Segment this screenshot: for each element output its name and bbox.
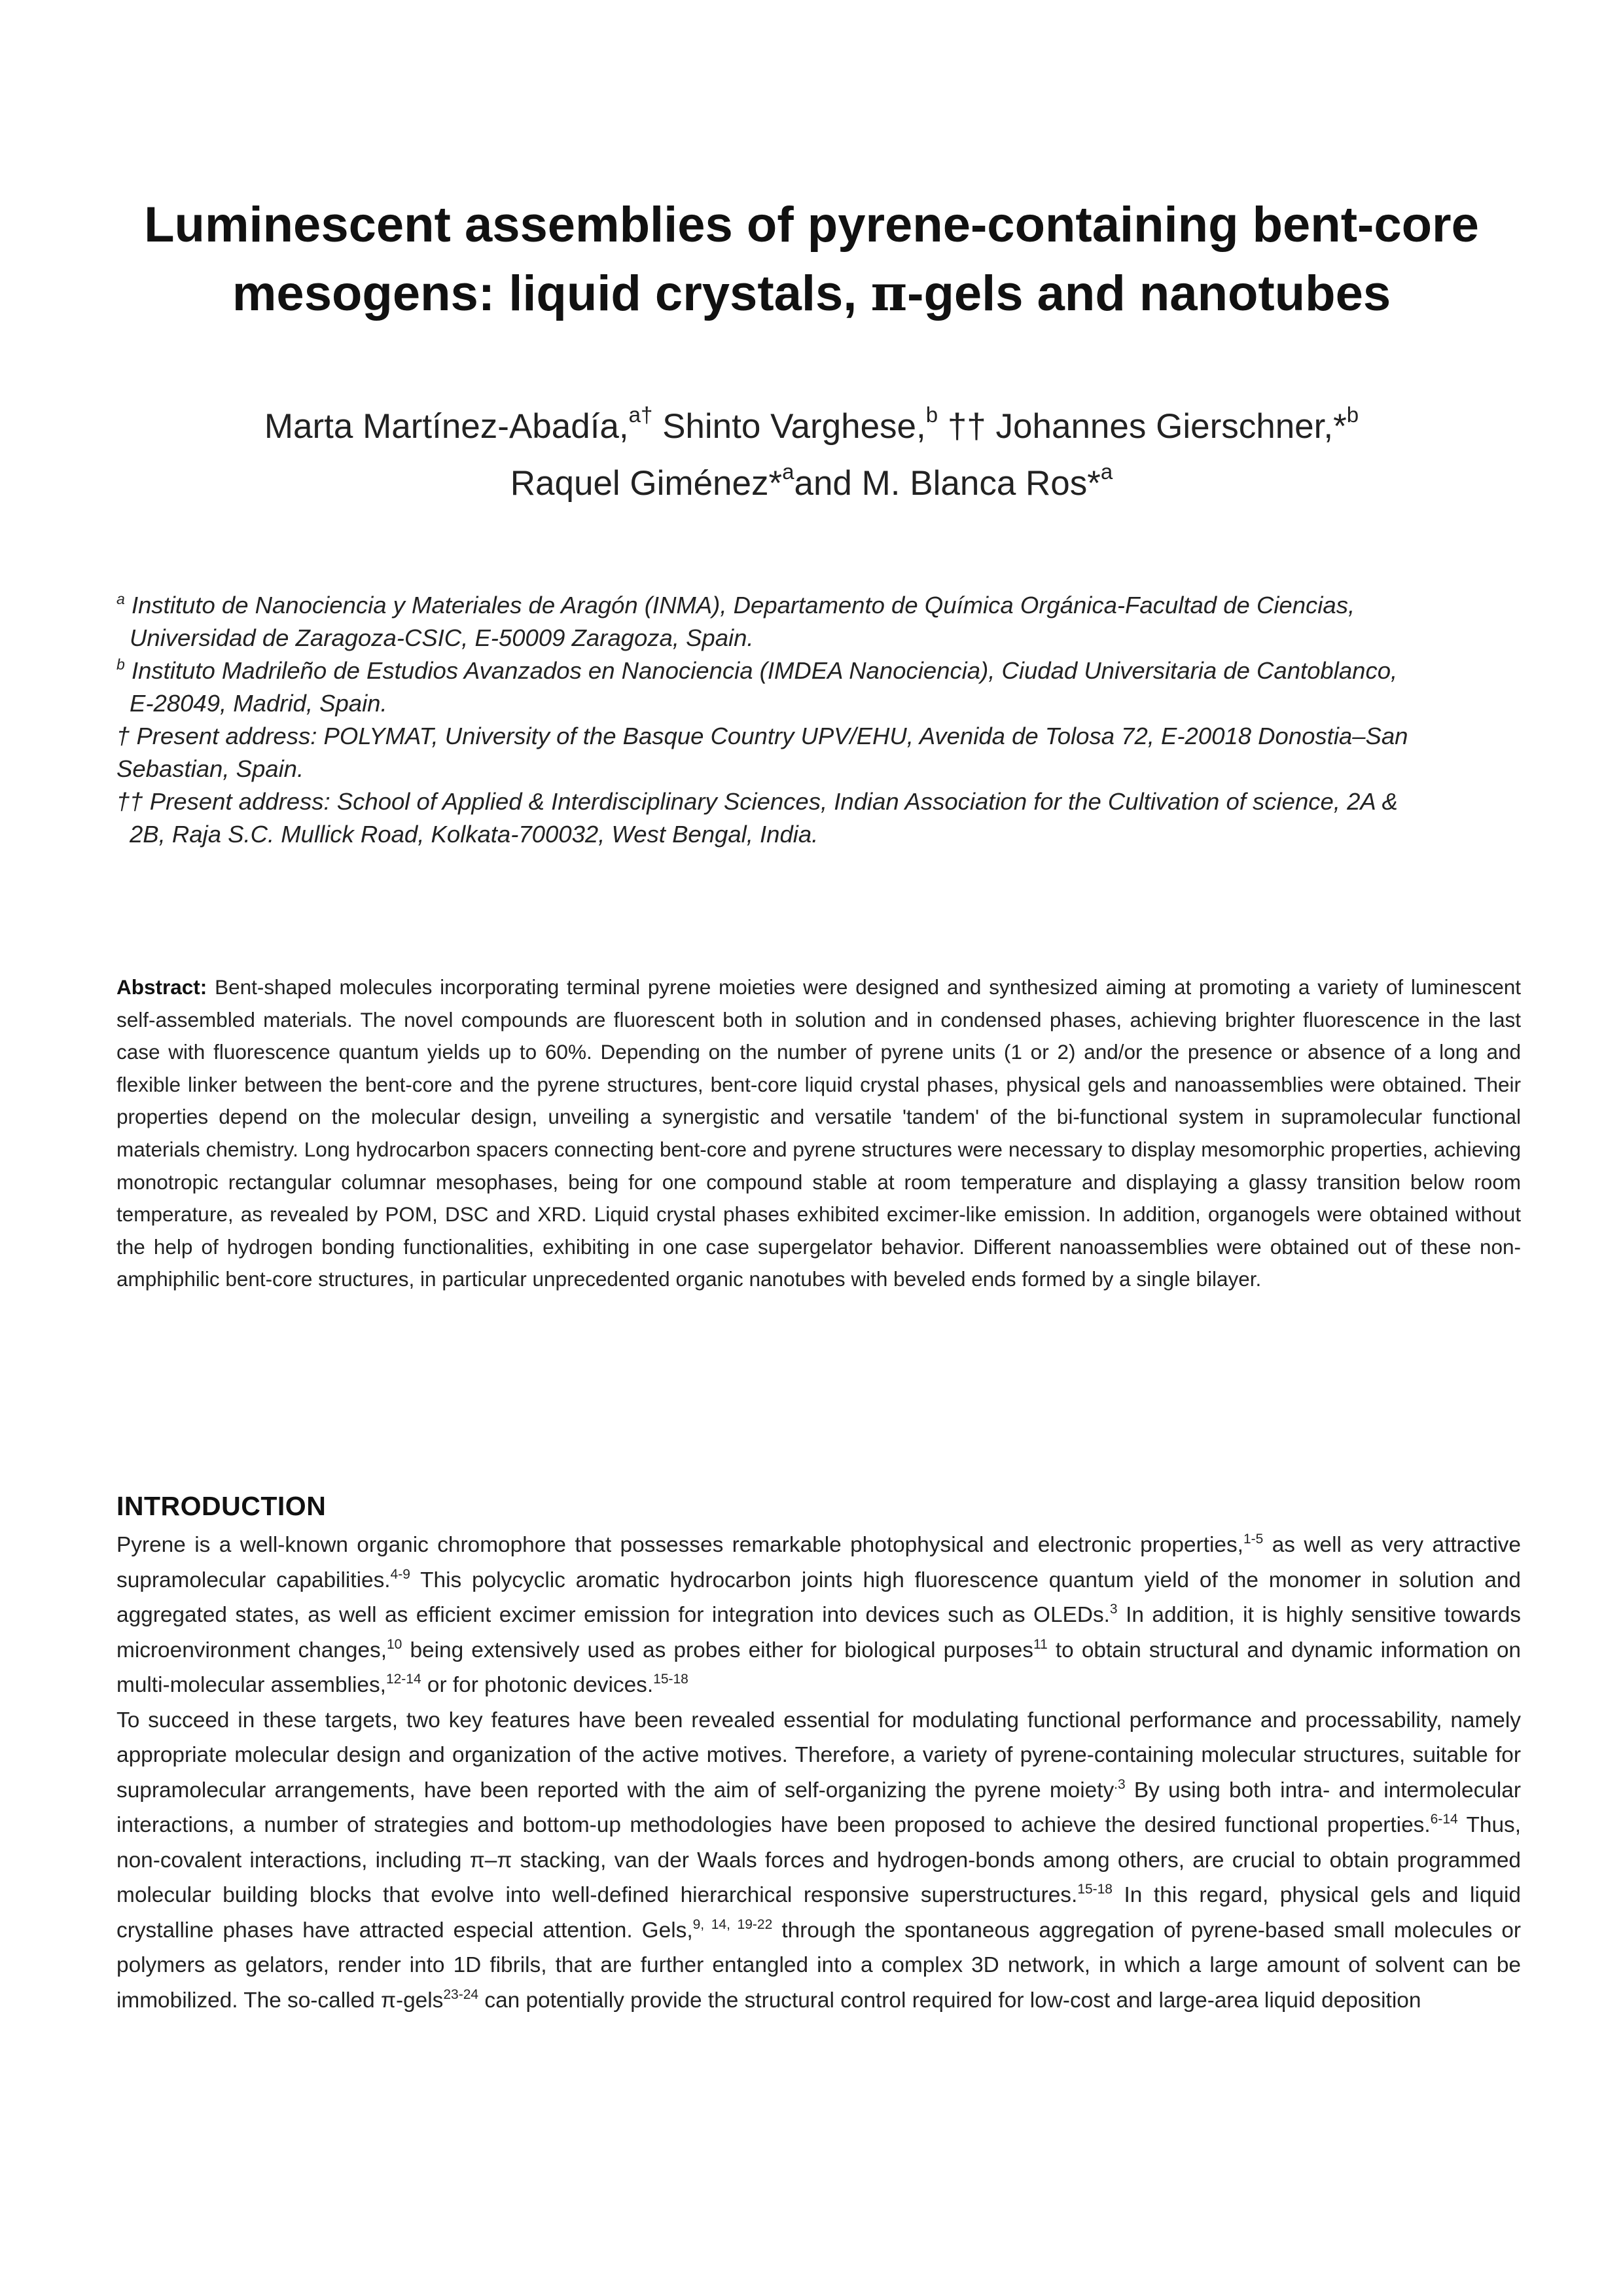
affiliation-text: † Present address: POLYMAT, University of the Basque Country UPV/EHU, Avenida de Tolosa 72, E-20018 Donostia–San <box>116 723 1408 749</box>
superscript-reference: a <box>1100 459 1113 484</box>
affiliation-text: †† Present address: School of Applied & Interdisciplinary Sciences, Indian Association for the Cultivation of science, 2A & <box>116 788 1398 815</box>
affiliation-text-continued: Sebastian, Spain. <box>116 755 304 782</box>
affiliation-text-continued: 2B, Raja S.C. Mullick Road, Kolkata-700032, West Bengal, India. <box>130 821 819 848</box>
affiliation-item <box>116 655 1520 720</box>
superscript-reference: b <box>925 403 938 427</box>
section-heading-introduction: INTRODUCTION <box>116 1491 327 1521</box>
text-run: or for photonic devices. <box>421 1673 654 1697</box>
abstract <box>116 971 1521 1296</box>
text-run: In this regard, physical gels and liquid crystalline phases have attracted especial attention. Gels, <box>116 1883 1521 1943</box>
text-run: In addition, it is highly sensitive towards microenvironment changes, <box>116 1603 1521 1662</box>
paragraph <box>116 1528 1521 1703</box>
author-line-1 <box>118 398 1505 455</box>
text-run: to obtain structural and dynamic information on multi-molecular assemblies, <box>116 1638 1521 1697</box>
superscript-reference: 15-18 <box>653 1672 688 1687</box>
superscript-reference: 10 <box>386 1636 402 1652</box>
text-run: can potentially provide the structural control required for low-cost and large-area liquid deposition <box>478 1988 1421 2013</box>
text-run: being extensively used as probes either for biological purposes <box>402 1638 1033 1662</box>
text-run: through the spontaneous aggregation of pyrene-based small molecules or polymers as gelators, render into 1D fibrils, that are further entangled into a complex 3D network, in which a large amount of solvent can be immobilized. The so-called π-gels <box>116 1918 1522 2013</box>
text-run: By using both intra- and intermolecular interactions, a number of strategies and bottom-up methodologies have been proposed to achieve the desired functional properties. <box>116 1778 1521 1837</box>
superscript-reference: b <box>1346 403 1359 427</box>
paragraph <box>116 1703 1521 2018</box>
text-run: and M. Blanca Ros* <box>794 464 1101 503</box>
affiliations <box>116 589 1520 851</box>
superscript-reference: 9, 14, 19-22 <box>692 1916 773 1932</box>
affiliation-text: Instituto Madrileño de Estudios Avanzados en Nanociencia (IMDEA Nanociencia), Ciudad Universitaria de Cantoblanco, <box>124 657 1398 684</box>
paper-title-line-1: Luminescent assemblies of pyrene-containing bent-core <box>144 197 1479 253</box>
superscript-reference: 6-14 <box>1430 1812 1458 1827</box>
superscript-reference: a <box>782 459 794 484</box>
text-run: This polycyclic aromatic hydrocarbon joints high fluorescence quantum yield of the monomer in solution and aggregated states, as well as efficient excimer emission for integration into devices such as OLEDs. <box>116 1568 1521 1627</box>
title-pi-symbol: π <box>870 264 908 322</box>
superscript-reference: .3 <box>1114 1776 1126 1792</box>
affiliation-text-continued: Universidad de Zaragoza-CSIC, E-50009 Zaragoza, Spain. <box>130 624 754 651</box>
text-run: To succeed in these targets, two key features have been revealed essential for modulating functional performance and processability, namely appropriate molecular design and organization of the active motives. Therefore, a variety of pyrene-containing molecular structures, suitable for supramolecular arrangements, have been reported with the aim of self-organizing the pyrene moiety <box>116 1708 1521 1803</box>
superscript-reference: 1-5 <box>1243 1532 1264 1547</box>
affiliation-marker: b <box>116 656 125 673</box>
affiliation-item <box>116 720 1520 785</box>
introduction-body <box>116 1528 1521 2018</box>
affiliation-item <box>116 785 1520 851</box>
author-line-2 <box>118 455 1505 512</box>
text-run: Thus, non-covalent interactions, including π–π stacking, van der Waals forces and hydrogen-bonds among others, are crucial to obtain programmed molecular building blocks that evolve into well-defined hierarchical responsive superstructures. <box>116 1813 1521 1907</box>
author-list <box>118 398 1505 512</box>
superscript-reference: 4-9 <box>390 1566 410 1582</box>
title-text-part: -gels and nanotubes <box>907 266 1391 321</box>
text-run: Raquel Giménez* <box>510 464 783 503</box>
title-text-part: mesogens: liquid crystals, <box>232 266 871 321</box>
superscript-reference: 23-24 <box>443 1986 479 2002</box>
text-run: Pyrene is a well-known organic chromophore that possesses remarkable photophysical and electronic properties, <box>116 1533 1243 1557</box>
paper-title-line-2 <box>118 259 1505 328</box>
abstract-label: Abstract: <box>116 975 207 999</box>
abstract-text: Bent-shaped molecules incorporating terminal pyrene moieties were designed and synthesized aiming at promoting a variety of luminescent self-assembled materials. The novel compounds are fluorescent both in solution and in condensed phases, achieving brighter fluorescence in the last case with fluorescence quantum yields up to 60%. Depending on the number of pyrene units (1 or 2) and/or the presence or absence of a long and flexible linker between the bent-core and the pyrene structures, bent-core liquid crystal phases, physical gels and nanoassemblies were obtained. Their properties depend on the molecular design, unveiling a synergistic and versatile 'tandem' of the bi-functional system in supramolecular functional materials chemistry. Long hydrocarbon spacers connecting bent-core and pyrene structures were necessary to display mesomorphic properties, achieving monotropic rectangular columnar mesophases, being for one compound stable at room temperature and displaying a glassy transition below room temperature, as revealed by POM, DSC and XRD. Liquid crystal phases exhibited excimer-like emission. In addition, organogels were obtained without the help of hydrogen bonding functionalities, exhibiting in one case supergelator behavior. Different nanoassemblies were obtained out of these non-amphiphilic bent-core structures, in particular unprecedented organic nanotubes with beveled ends formed by a single bilayer. <box>116 975 1521 1291</box>
text-run: as well as very attractive supramolecular capabilities. <box>116 1533 1521 1592</box>
text-run: Marta Martínez-Abadía, <box>264 407 629 446</box>
affiliation-text: Instituto de Nanociencia y Materiales de Aragón (INMA), Departamento de Química Orgánica-Facultad de Ciencias, <box>124 592 1355 619</box>
superscript-reference: 12-14 <box>385 1672 421 1687</box>
paper-title <box>118 191 1505 328</box>
affiliation-text-continued: E-28049, Madrid, Spain. <box>130 690 387 717</box>
affiliation-marker: a <box>116 590 125 607</box>
superscript-reference: 3 <box>1109 1602 1118 1617</box>
affiliation-item <box>116 589 1520 655</box>
text-run: †† Johannes Gierschner,* <box>938 407 1347 446</box>
superscript-reference: 11 <box>1033 1636 1048 1652</box>
text-run: Shinto Varghese, <box>652 407 926 446</box>
superscript-reference: 15-18 <box>1077 1882 1113 1897</box>
superscript-reference: a† <box>628 403 653 427</box>
